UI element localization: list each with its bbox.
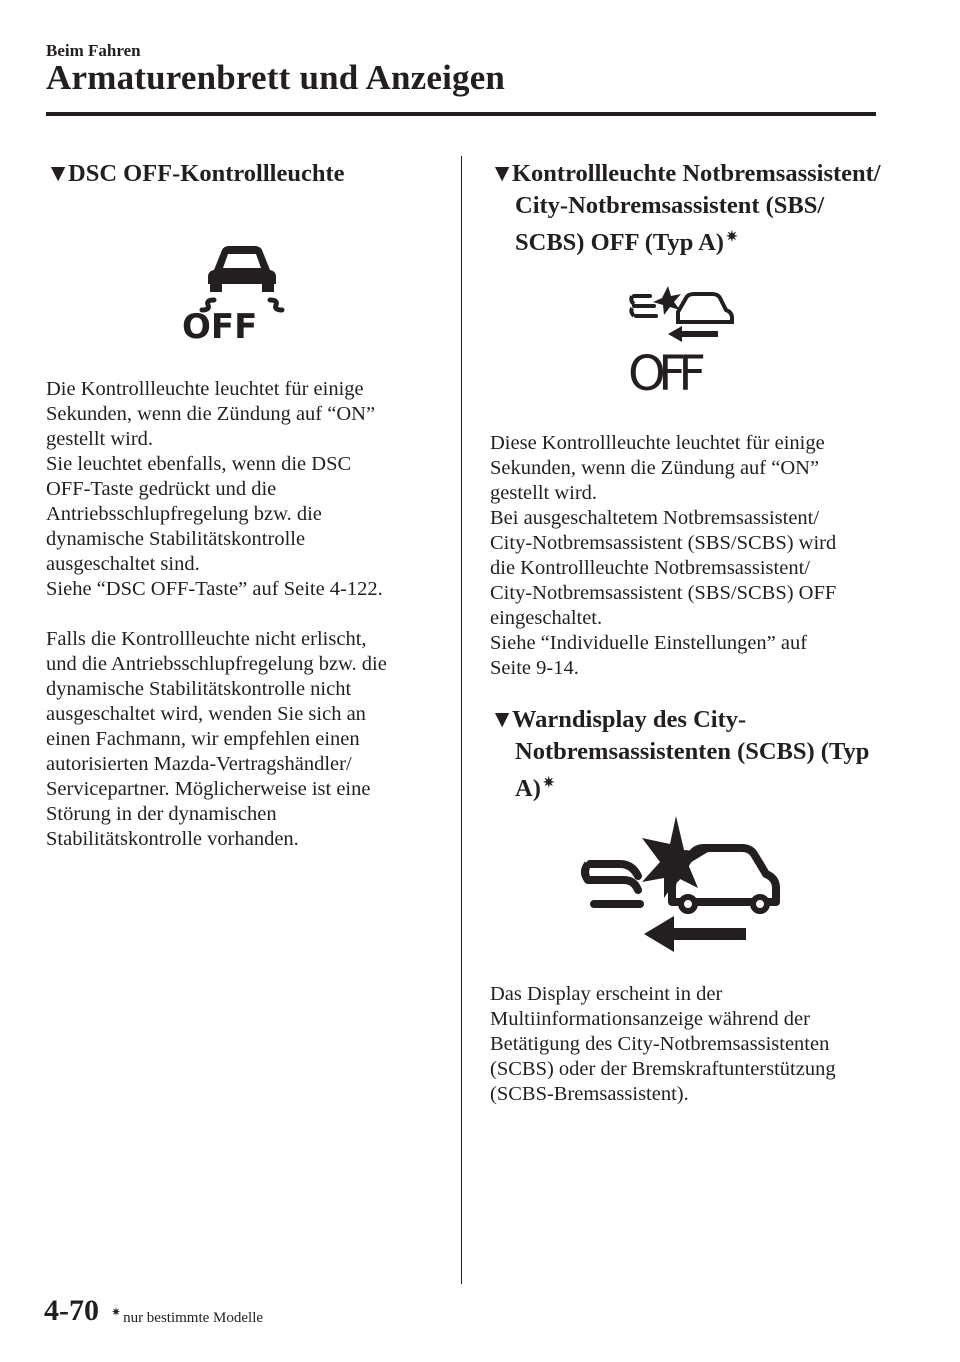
icon-off-label: OFF [182,307,258,347]
right-paragraph-1: Diese Kontrollleuchte leuchtet für einige Sekunden, wenn die Zündung auf “ON” gestellt wird. Bei ausgeschaltetem Notbremsassistent/ City-Notbremsassistent (SBS/SCBS) wird die Kontrollleuchte Notbremsassistent/ City-Notbremsassistent (SBS/SCBS) OFF eingeschaltet. Siehe “Individuelle Einstellungen” auf Seite 9-14. [490,432,837,679]
section-heading-dsc-off: ▼DSC OFF-Kontrollleuchte [46,158,345,190]
left-paragraph-2: Falls die Kontrollleuchte nicht erlischt, und die Antriebsschlupfregelung bzw. die dynamische Stabilitätskontrolle nicht ausgeschaltet wird, wenden Sie sich an einen Fachmann, wir empfehlen einen autorisierten Mazda-Vertragshändler/ Servicepartner. Möglicherweise ist eine Störung in der dynamischen Stabilitätskontrolle vorhanden. [46,628,387,850]
asterisk-icon: ✷ [111,1305,122,1319]
triangle-marker-icon: ▼ [46,160,71,187]
dsc-off-icon [182,238,292,347]
chapter-label: Beim Fahren [46,41,141,60]
asterisk-icon: ✷ [725,230,738,245]
section-heading-sbs-off: ▼Kontrollleuchte Notbremsassistent/ City-Notbremsassistent (SBS/ SCBS) OFF (Typ A) ✷ [490,160,881,256]
header-rule [46,112,876,116]
section-heading-scbs-warning: ▼Warndisplay des City- Notbremsassistenten (SCBS) (Typ A) ✷ [490,706,870,802]
asterisk-icon: ✷ [542,776,555,791]
footnote: ✷ nur bestimmte Modelle [111,1305,264,1326]
icon-off-label: OFF [628,346,706,402]
page-number: 4-70 [44,1294,99,1327]
sbs-scbs-off-icon [628,282,738,402]
right-paragraph-2: Das Display erscheint in der Multiinformationsanzeige während der Betätigung des City-Notbremsassistenten (SCBS) oder der Bremskraftunterstützung (SCBS-Bremsassistent). [490,983,836,1105]
triangle-marker-icon: ▼ [490,706,515,733]
scbs-warning-icon [580,816,790,946]
triangle-marker-icon: ▼ [490,160,515,187]
left-paragraph-1: Die Kontrollleuchte leuchtet für einige Sekunden, wenn die Zündung auf “ON” gestellt wird. Sie leuchtet ebenfalls, wenn die DSC OFF-Taste gedrückt und die Antriebsschlupfregelung bzw. die dynamische Stabilitätskontrolle ausgeschaltet sind. Siehe “DSC OFF-Taste” auf Seite 4-122. [46,378,383,600]
column-divider [461,156,462,1284]
page-title: Armaturenbrett und Anzeigen [46,58,506,97]
